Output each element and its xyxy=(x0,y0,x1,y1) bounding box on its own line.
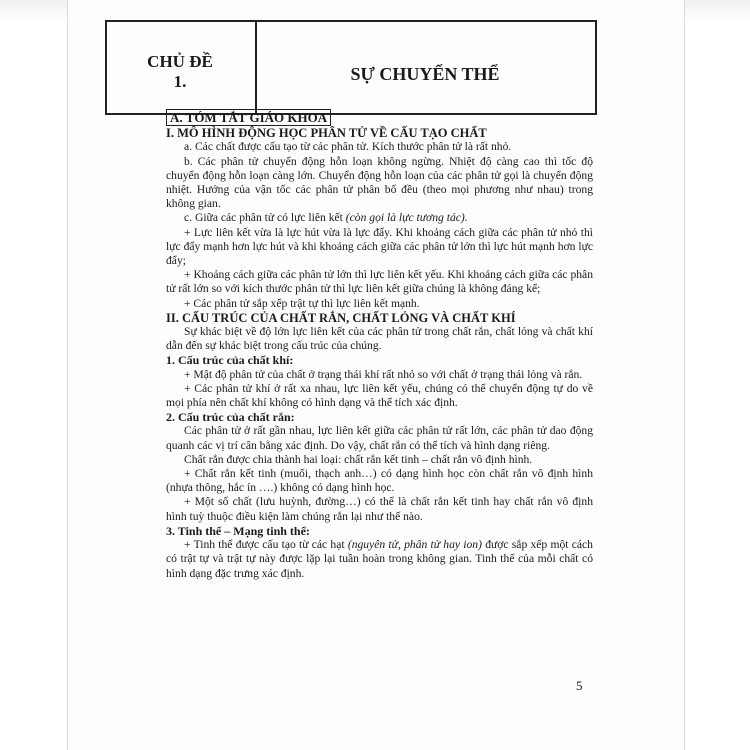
solid-structure-heading: 2. Cấu trúc của chất rắn: xyxy=(166,410,295,425)
chapter-title: SỰ CHUYỂN THỂ xyxy=(350,64,500,84)
part1-para-a: a. Các chất được cấu tạo từ các phân tử. Kích thước phân tử là rất nhỏ. xyxy=(184,140,512,154)
page-number: 5 xyxy=(576,678,583,693)
part2-heading: II. CẤU TRÚC CỦA CHẤT RẮN, CHẤT LỎNG VÀ CHẤT KHÍ xyxy=(166,310,516,325)
gas-structure-heading: 1. Cấu trúc của chất khí: xyxy=(166,353,294,368)
solid-para-1: Các phân tử ở rất gần nhau, lực liên kết giữa các phân tử rất lớn, các phân tử dao động quanh các vị trí cân bằng xác định. Do vậy, chất rắn có thể tích và hình dạng riêng. xyxy=(166,424,593,452)
part1-bullet-3: + Các phân tử sắp xếp trật tự thì lực liên kết mạnh. xyxy=(184,296,420,310)
gas-bullet-2: + Các phân tử khí ở rất xa nhau, lực liên kết yếu, chúng có thể chuyển động tự do về mọi phía nên chất khí không có hình dạng và thể tích xác định. xyxy=(166,381,593,410)
page-content xyxy=(166,108,593,581)
crystal-bullet-1-b: được sắp xếp một cách có trật tự và trật tự này được lặp lại tuần hoàn trong không gian. Tinh thể của mỗi chất có hình dạng đặc trưng xác định. xyxy=(166,538,593,580)
part1-heading: I. MÔ HÌNH ĐỘNG HỌC PHÂN TỬ VỀ CẤU TẠO CHẤT xyxy=(166,126,487,141)
part1-para-c-main: c. Giữa các phân tử có lực liên kết xyxy=(184,211,346,225)
chapter-label xyxy=(105,52,255,92)
part1-para-b: b. Các phân tử chuyển động hỗn loạn không ngừng. Nhiệt độ càng cao thì tốc độ chuyển động hỗn loạn càng lớn. Chuyển động hỗn loạn của các phân tử gọi là chuyển động nhiệt. Hướng của vận tốc các phân tử phân bố đều (theo mọi phương như nhau) trong không gian. xyxy=(166,154,593,211)
gas-bullet-1: + Mật độ phân tử của chất ở trạng thái khí rất nhỏ so với chất ở trạng thái lỏng và rắn. xyxy=(184,367,583,381)
part1-bullet-2: + Khoảng cách giữa các phân tử lớn thì lực liên kết yếu. Khi khoảng cách giữa các phân tử rất lớn so với kích thước phân tử thì lực liên kết giữa chúng là không đáng kể; xyxy=(166,268,593,296)
crystal-heading: 3. Tinh thể – Mạng tinh thể: xyxy=(166,523,310,538)
chapter-label-text: CHỦ ĐỀ xyxy=(147,52,213,71)
chapter-number: 1. xyxy=(173,72,187,91)
crystal-bullet-1-italic: (nguyên tử, phân tử hay ion) xyxy=(347,538,482,552)
part1-para-c-italic: (còn gọi là lực tương tác). xyxy=(345,211,468,225)
part1-para-c xyxy=(166,211,593,225)
solid-bullet-2: + Một số chất (lưu huỳnh, đường…) có thể là chất rắn kết tinh hay chất rắn vô định hình tuỳ thuộc điều kiện làm chúng rắn lại như thế nào. xyxy=(166,495,593,523)
solid-bullet-1: + Chất rắn kết tinh (muối, thạch anh…) có dạng hình học còn chất rắn vô định hình (nhựa thông, hắc ín ….) không có dạng hình học. xyxy=(166,467,593,495)
part1-bullet-1: + Lực liên kết vừa là lực hút vừa là lực đẩy. Khi khoảng cách giữa các phân tử nhỏ thì lực đẩy mạnh hơn lực hút và khi khoảng cách giữa các phân tử lớn thì lực hút mạnh hơn lực đẩy; xyxy=(166,225,593,268)
solid-para-2: Chất rắn được chia thành hai loại: chất rắn kết tinh – chất rắn vô định hình. xyxy=(184,452,533,466)
crystal-bullet-1 xyxy=(166,538,593,581)
section-a-title: A. TÓM TẮT GIÁO KHOA xyxy=(166,109,331,126)
part2-intro: Sự khác biệt về độ lớn lực liên kết của các phân tử trong chất rắn, chất lỏng và chất khí dẫn đến sự khác biệt trong cấu trúc của chúng. xyxy=(166,325,593,353)
crystal-bullet-1-a: + Tinh thể được cấu tạo từ các hạt xyxy=(184,538,348,552)
